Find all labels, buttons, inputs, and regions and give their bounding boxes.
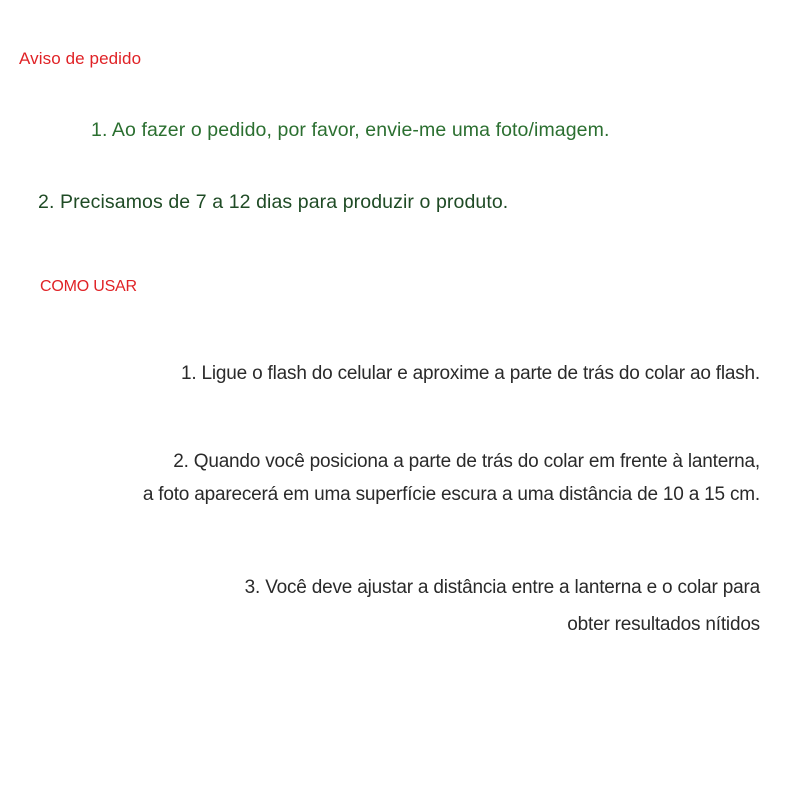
order-notice-item-1: 1. Ao fazer o pedido, por favor, envie-me uma foto/imagem. [91, 119, 610, 141]
order-notice-title: Aviso de pedido [19, 49, 142, 68]
usage-step-2-line-1: 2. Quando você posiciona a parte de trás do colar em frente à lanterna, [173, 451, 760, 472]
order-notice-item-2: 2. Precisamos de 7 a 12 dias para produzir o produto. [38, 191, 509, 213]
usage-step-3-line-2: obter resultados nítidos [567, 614, 760, 635]
usage-step-3-line-1: 3. Você deve ajustar a distância entre a lanterna e o colar para [244, 577, 760, 598]
how-to-use-title: COMO USAR [40, 278, 137, 295]
usage-step-2-line-2: a foto aparecerá em uma superfície escura a uma distância de 10 a 15 cm. [142, 484, 760, 505]
usage-step-1: 1. Ligue o flash do celular e aproxime a parte de trás do colar ao flash. [181, 363, 760, 384]
